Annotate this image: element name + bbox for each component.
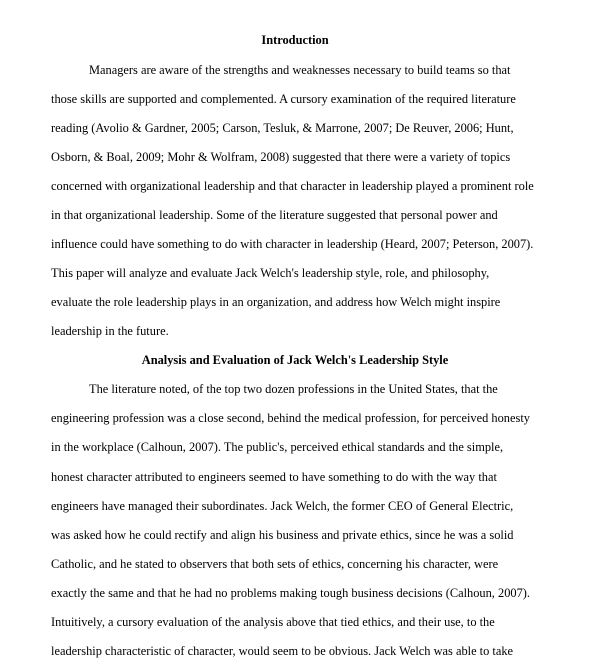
paragraph-line: The literature noted, of the top two dozen professions in the United States, that the bbox=[89, 382, 498, 396]
paragraph-line: was asked how he could rectify and align his business and private ethics, since he was a solid bbox=[51, 528, 514, 542]
paragraph-line: in the workplace (Calhoun, 2007). The public's, perceived ethical standards and the simple, bbox=[51, 440, 504, 454]
paragraph-line: This paper will analyze and evaluate Jack Welch's leadership style, role, and philosophy, bbox=[51, 266, 490, 280]
paragraph-line: engineering profession was a close second, behind the medical profession, for perceived honesty bbox=[51, 411, 530, 425]
paragraph-line: in that organizational leadership. Some of the literature suggested that personal power and bbox=[51, 208, 498, 222]
paragraph-line: engineers have managed their subordinates. Jack Welch, the former CEO of General Electric, bbox=[51, 499, 514, 513]
section-heading-analysis: Analysis and Evaluation of Jack Welch's Leadership Style bbox=[141, 353, 449, 367]
paragraph-line: concerned with organizational leadership and that character in leadership played a prominent role bbox=[51, 179, 534, 193]
paragraph-line: Managers are aware of the strengths and weaknesses necessary to build teams so that bbox=[89, 63, 511, 77]
paragraph-line: leadership in the future. bbox=[51, 324, 169, 338]
paragraph-line: evaluate the role leadership plays in an organization, and address how Welch might inspire bbox=[51, 295, 501, 309]
paragraph-line: reading (Avolio & Gardner, 2005; Carson, Tesluk, & Marrone, 2007; De Reuver, 2006; Hunt, bbox=[51, 121, 514, 135]
paragraph-line: honest character attributed to engineers seemed to have something to do with the way that bbox=[51, 470, 497, 484]
paragraph-line: leadership characteristic of character, would seem to be obvious. Jack Welch was able to take bbox=[51, 644, 514, 658]
paragraph-line: Intuitively, a cursory evaluation of the analysis above that tied ethics, and their use, to the bbox=[51, 615, 495, 629]
paragraph-line: those skills are supported and complemented. A cursory examination of the required literature bbox=[51, 92, 516, 106]
paragraph-line: influence could have something to do with character in leadership (Heard, 2007; Peterson, 2007). bbox=[51, 237, 534, 251]
paragraph-line: exactly the same and that he had no problems making tough business decisions (Calhoun, 2007). bbox=[51, 586, 531, 600]
paragraph-line: Catholic, and he stated to observers that both sets of ethics, concerning his character, were bbox=[51, 557, 499, 571]
paragraph-line: Osborn, & Boal, 2009; Mohr & Wolfram, 2008) suggested that there were a variety of topics bbox=[51, 150, 511, 164]
section-heading-introduction: Introduction bbox=[261, 33, 329, 47]
